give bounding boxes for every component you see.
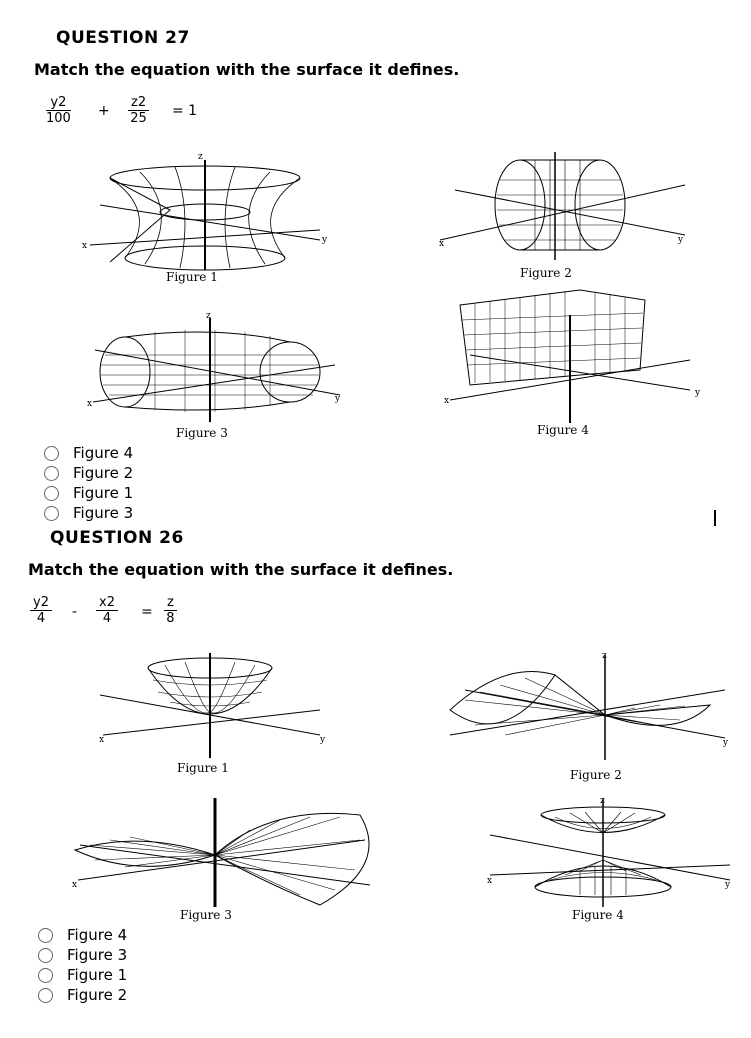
q26-eq-term2: [96, 596, 118, 626]
q26f4-z: z: [600, 796, 605, 806]
q26-eq-term3-num: z: [167, 595, 174, 610]
q27-radio-4[interactable]: [44, 506, 59, 521]
q27-eq-term2: [128, 96, 149, 126]
q27f1-y: y: [322, 235, 328, 245]
q27f4-y: y: [695, 388, 701, 398]
q26-radio-3[interactable]: [38, 968, 53, 983]
q26-option-3-label: Figure 1: [67, 966, 128, 984]
q26-radio-2[interactable]: [38, 948, 53, 963]
q26-option-1-label: Figure 4: [67, 926, 128, 944]
q26-eq-term1: [30, 596, 52, 626]
q27-eq-term1-num: y2: [50, 95, 67, 110]
q26-figure-1-label: Figure 1: [177, 761, 229, 775]
q27-title: QUESTION 27: [56, 28, 190, 48]
q26-radio-4[interactable]: [38, 988, 53, 1003]
q27-figure-4: [440, 285, 705, 425]
q26-title: QUESTION 26: [50, 528, 184, 548]
q26f4-x: x: [487, 876, 493, 886]
q26f2-z: z: [602, 651, 607, 661]
q26f2-y: y: [723, 738, 729, 748]
q26-eq-term2-den: 4: [102, 611, 112, 626]
q27-option-2-label: Figure 2: [73, 464, 134, 482]
q27-option-2[interactable]: [44, 464, 133, 482]
q27-eq-plus: +: [98, 103, 110, 119]
q26-eq-term3-den: 8: [166, 611, 175, 626]
q27f2-x: x: [439, 239, 445, 249]
q27-figure-1: [80, 150, 340, 275]
q26f1-y: y: [320, 735, 326, 745]
q27f2-y: y: [678, 235, 684, 245]
q26-option-4-label: Figure 2: [67, 986, 128, 1004]
q26-prompt: Match the equation with the surface it defines.: [28, 560, 454, 579]
q27f3-y: y: [335, 394, 341, 404]
q27f3-z: z: [206, 311, 211, 321]
q26f1-x: x: [99, 735, 105, 745]
q26-option-1[interactable]: [38, 926, 127, 944]
q26-radio-1[interactable]: [38, 928, 53, 943]
q27-eq-rhs: = 1: [172, 103, 198, 119]
q26-figure-2-label: Figure 2: [570, 768, 622, 782]
q27-eq-term2-num: z2: [131, 95, 147, 110]
q26-option-2[interactable]: [38, 946, 127, 964]
q27-figure-3-label: Figure 3: [176, 426, 228, 440]
q26-eq-term3: [164, 596, 177, 626]
q27-option-4-label: Figure 3: [73, 504, 134, 522]
q27-figure-2-label: Figure 2: [520, 266, 572, 280]
text-cursor: [714, 510, 716, 526]
q26-option-3[interactable]: [38, 966, 127, 984]
q27-radio-1[interactable]: [44, 446, 59, 461]
q27-eq-term1: [46, 96, 71, 126]
q27-figure-1-label: Figure 1: [166, 270, 218, 284]
q26-figure-3: [70, 795, 380, 910]
q26-eq-term1-den: 4: [36, 611, 46, 626]
q26f4-y: y: [725, 880, 731, 890]
q26-eq-minus: -: [72, 604, 78, 620]
q27-option-4[interactable]: [44, 504, 133, 522]
q26f3-x: x: [72, 880, 78, 890]
q27f1-z: z: [198, 152, 203, 162]
q26-figure-3-label: Figure 3: [180, 908, 232, 922]
q27-option-1-label: Figure 4: [73, 444, 134, 462]
q26-figure-4-label: Figure 4: [572, 908, 624, 922]
q26-eq-term2-num: x2: [99, 595, 115, 610]
q27-option-3[interactable]: [44, 484, 133, 502]
q26-eq-term1-num: y2: [33, 595, 49, 610]
q27-eq-term1-den: 100: [46, 111, 71, 126]
q26-eq-equals: =: [141, 604, 153, 620]
q27f4-x: x: [444, 396, 450, 406]
q26-figure-1: [95, 650, 335, 760]
q27-radio-3[interactable]: [44, 486, 59, 501]
q27-option-1[interactable]: [44, 444, 133, 462]
q26-figure-2: [445, 650, 735, 765]
q27-option-3-label: Figure 1: [73, 484, 134, 502]
q27-figure-3: [85, 310, 350, 425]
q27-eq-term2-den: 25: [130, 111, 147, 126]
q27f3-x: x: [87, 399, 93, 409]
q26-figure-4: [485, 795, 740, 910]
q26-option-2-label: Figure 3: [67, 946, 128, 964]
q27-prompt: Match the equation with the surface it defines.: [34, 60, 460, 79]
q27f1-x: x: [82, 241, 88, 251]
q26-option-4[interactable]: [38, 986, 127, 1004]
q27-radio-2[interactable]: [44, 466, 59, 481]
q27-figure-2: [435, 150, 695, 270]
q27-figure-4-label: Figure 4: [537, 423, 589, 437]
